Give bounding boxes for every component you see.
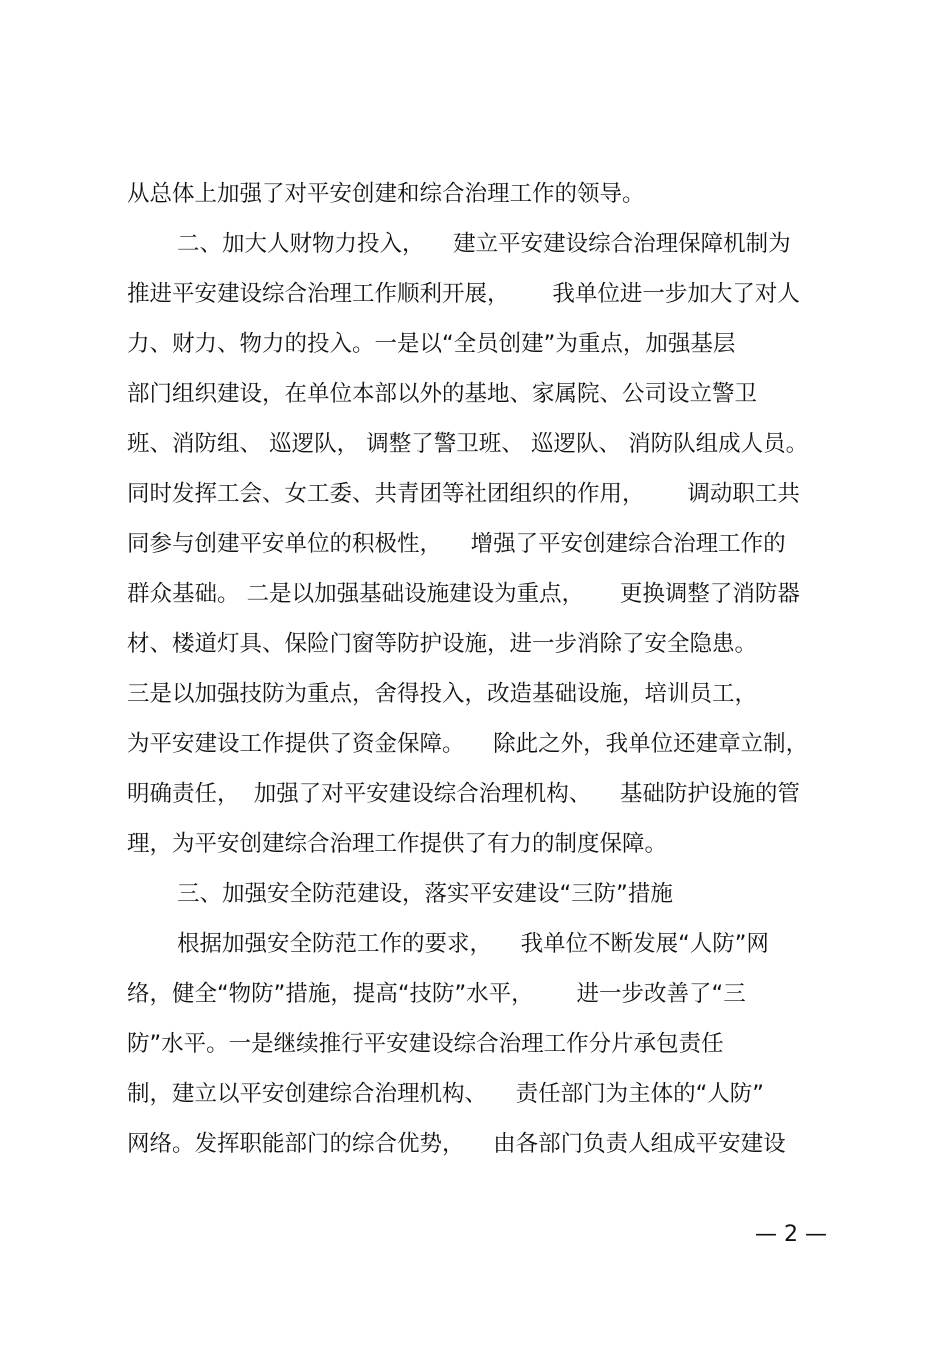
paragraph-line: 制，建立以平安创建综合治理机构、 责任部门为主体的“人防” (127, 1081, 764, 1107)
page-number: — 2 — (755, 1222, 827, 1247)
section-heading: 三、加强安全防范建设，落实平安建设“三防”措施 (177, 881, 673, 907)
paragraph-line: 明确责任， 加强了对平安建设综合治理机构、 基础防护设施的管 (127, 781, 800, 807)
paragraph-line: 推进平安建设综合治理工作顺利开展， 我单位进一步加大了对人 (127, 281, 800, 307)
paragraph-line: 为平安建设工作提供了资金保障。 除此之外，我单位还建章立制， (127, 731, 809, 757)
paragraph-line: 理，为平安创建综合治理工作提供了有力的制度保障。 (127, 831, 668, 857)
paragraph-line: 同参与创建平安单位的积极性， 增强了平安创建综合治理工作的 (127, 531, 786, 557)
paragraph-line: 络，健全“物防”措施，提高“技防”水平， 进一步改善了“三 (127, 981, 746, 1007)
paragraph-line: 三是以加强技防为重点，舍得投入，改造基础设施，培训员工， (127, 681, 758, 707)
paragraph-line: 网络。发挥职能部门的综合优势， 由各部门负责人组成平安建设 (127, 1131, 786, 1157)
paragraph-line: 根据加强安全防范工作的要求， 我单位不断发展“人防”网 (177, 931, 769, 957)
paragraph-line: 二、加大人财物力投入， 建立平安建设综合治理保障机制为 (177, 231, 791, 257)
paragraph-line: 从总体上加强了对平安创建和综合治理工作的领导。 (127, 181, 645, 207)
paragraph-line: 群众基础。 二是以加强基础设施建设为重点， 更换调整了消防器 (127, 581, 800, 607)
paragraph-line: 材、楼道灯具、保险门窗等防护设施，进一步消除了安全隐患。 (127, 631, 758, 657)
paragraph-line: 同时发挥工会、女工委、共青团等社团组织的作用， 调动职工共 (127, 481, 800, 507)
paragraph-line: 防”水平。一是继续推行平安建设综合治理工作分片承包责任 (127, 1031, 724, 1057)
paragraph-line: 班、消防组、 巡逻队， 调整了警卫班、 巡逻队、 消防队组成人员。 (127, 431, 809, 457)
paragraph-line: 部门组织建设，在单位本部以外的基地、家属院、公司设立警卫 (127, 381, 758, 407)
paragraph-line: 力、财力、物力的投入。一是以“全员创建”为重点，加强基层 (127, 331, 736, 357)
